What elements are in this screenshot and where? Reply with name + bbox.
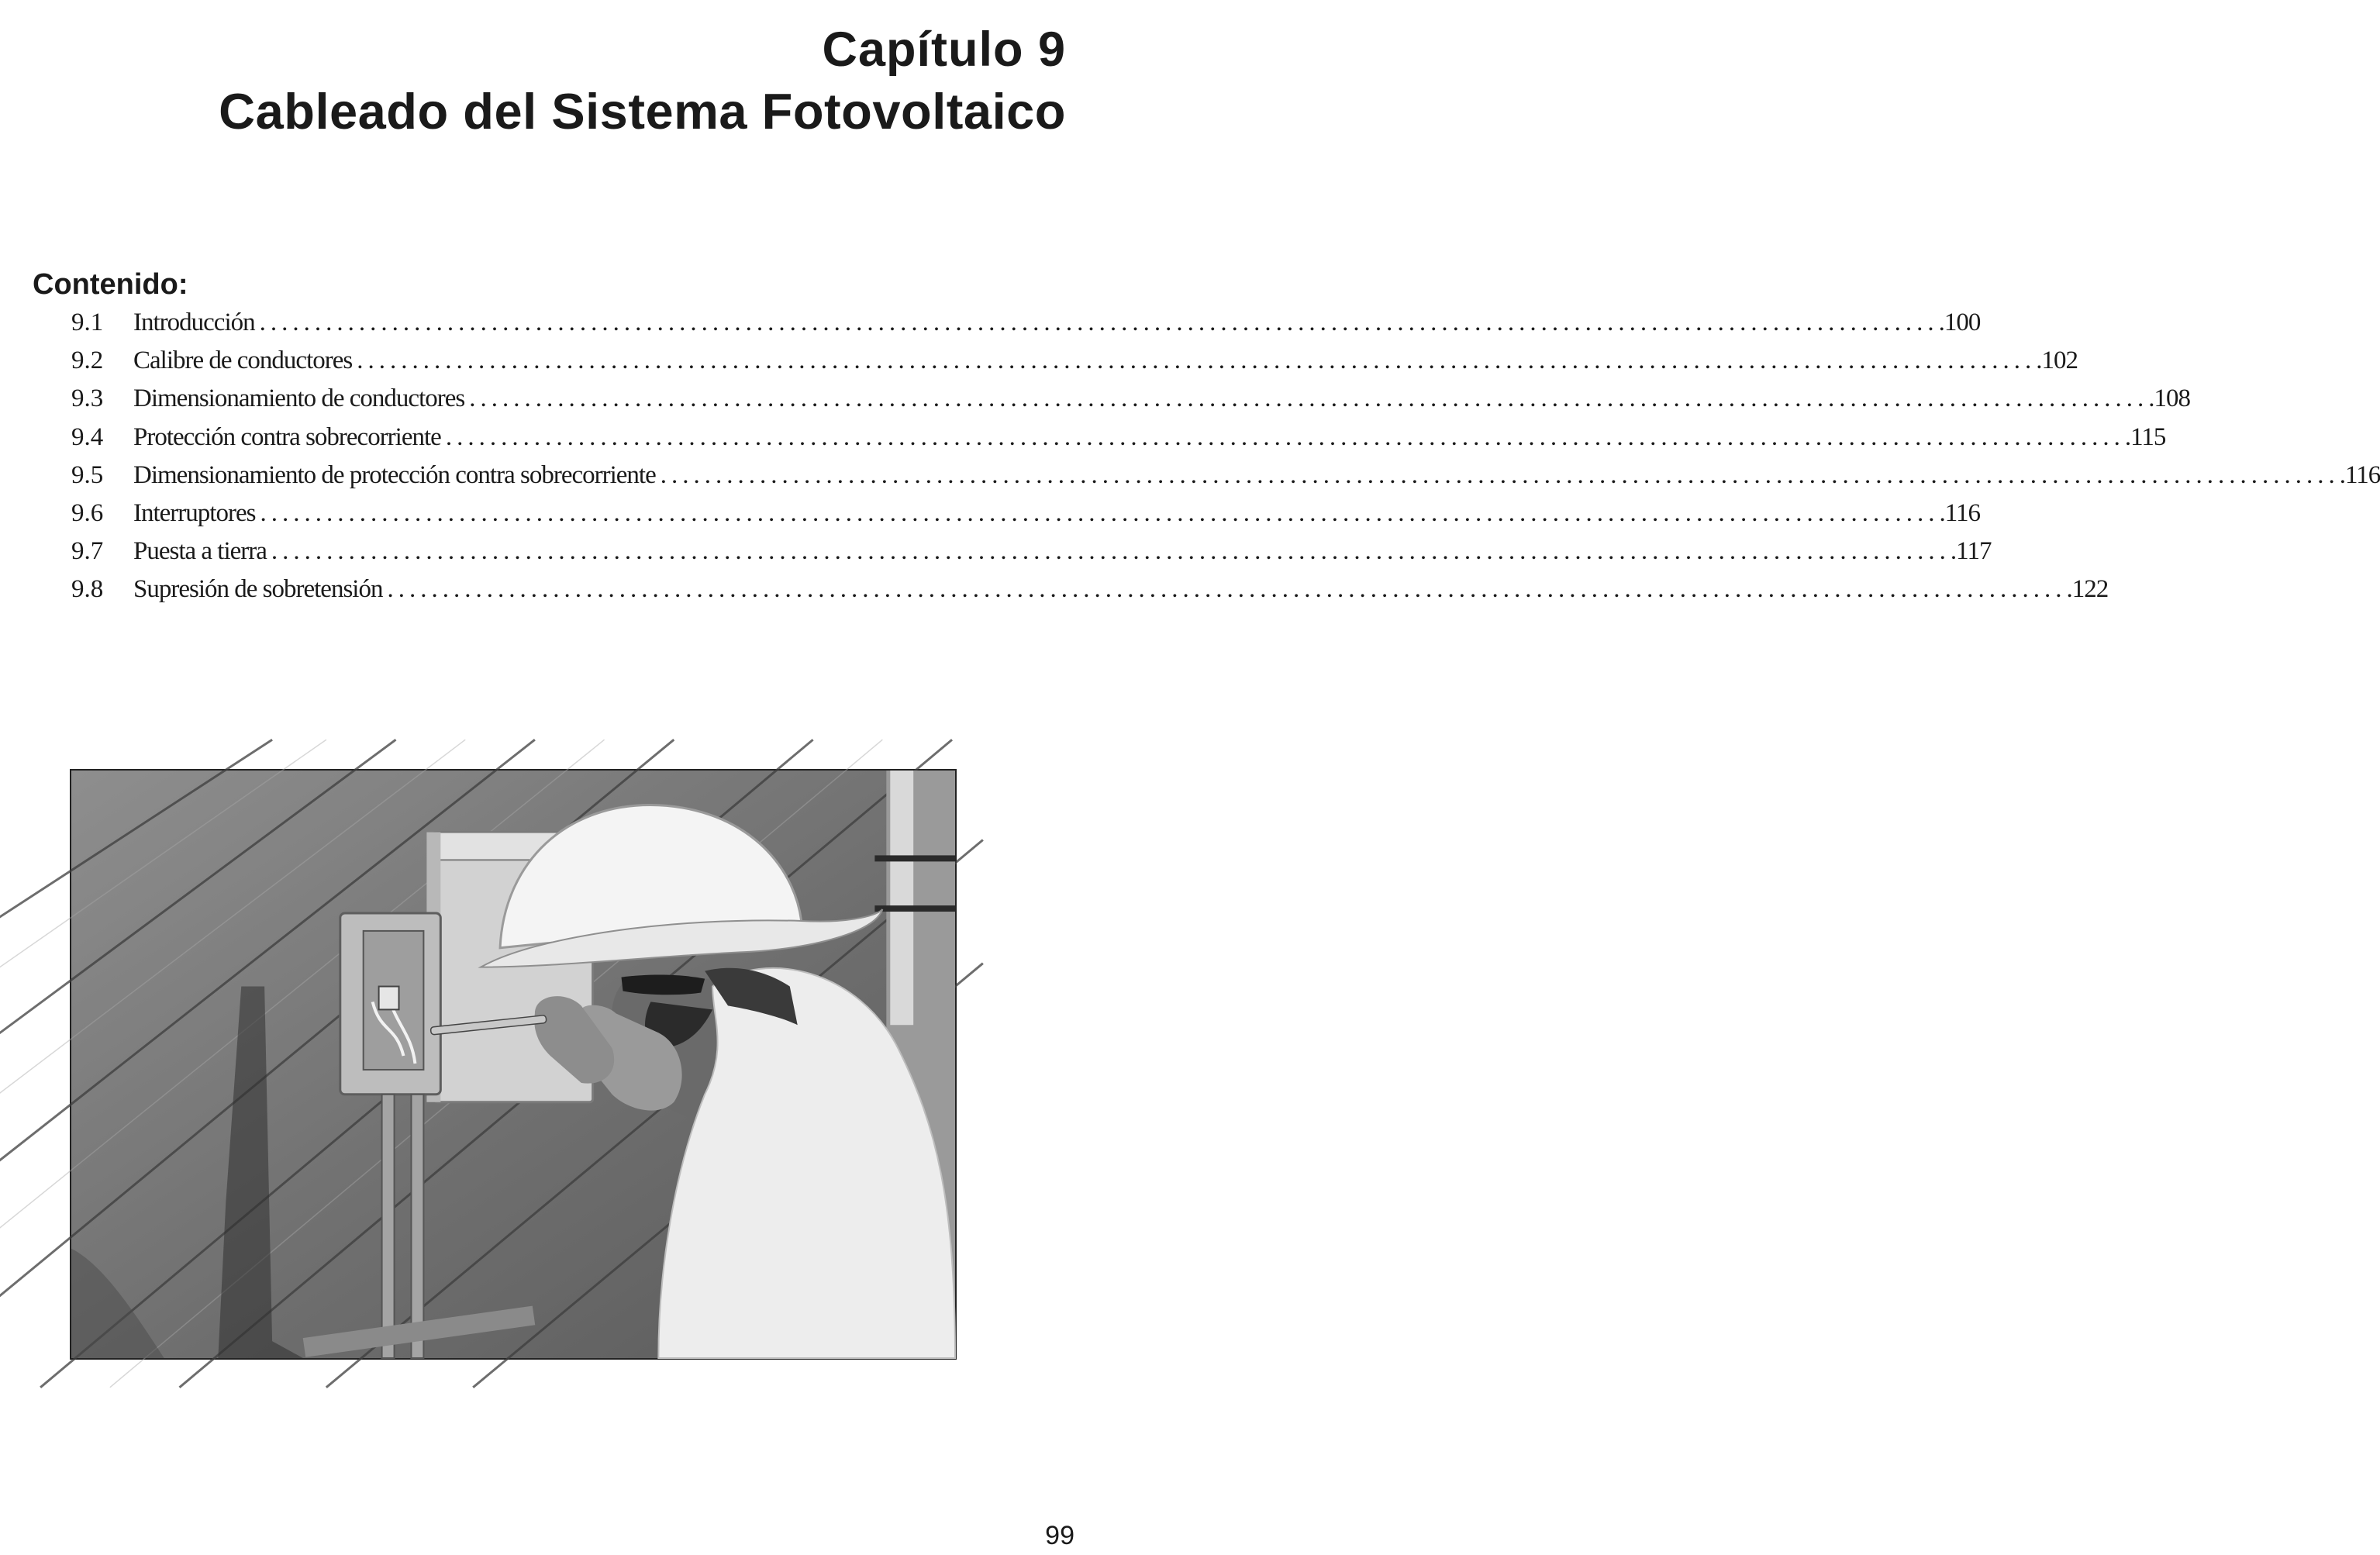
toc-entry[interactable] bbox=[71, 575, 2109, 613]
toc-entry-page: .122 bbox=[2066, 575, 2109, 604]
toc-entry[interactable] bbox=[71, 384, 2190, 422]
toc-entry-label: Interruptores bbox=[133, 498, 256, 527]
toc-leader-dots: ........................................................................................................................................................ bbox=[445, 422, 2125, 451]
toc-entry[interactable] bbox=[71, 347, 2078, 384]
toc-entry-page: .115 bbox=[2124, 422, 2166, 451]
toc-entry-page: .117 bbox=[1950, 537, 1992, 566]
toc-entry-number: 9.4 bbox=[71, 422, 104, 451]
toc-leader-dots: ........................................................................................................................................................ bbox=[387, 575, 2067, 604]
toc-entry-page: .116 bbox=[1939, 498, 1980, 527]
toc-entry-label: Dimensionamiento de protección contra sobrecorriente bbox=[133, 460, 656, 489]
toc-entry-number: 9.5 bbox=[71, 460, 104, 489]
toc-entry-label: Dimensionamiento de conductores bbox=[133, 384, 465, 413]
toc-entry-number: 9.1 bbox=[71, 309, 104, 336]
toc-heading: Contenido: bbox=[33, 268, 188, 301]
toc-entry-number: 9.2 bbox=[71, 347, 104, 375]
toc-entry-page: .102 bbox=[2036, 347, 2078, 375]
page-number: 99 bbox=[1045, 1521, 1074, 1550]
toc-entry[interactable] bbox=[71, 422, 2166, 461]
toc-leader-dots: ........................................................................................................................................................ bbox=[357, 347, 2037, 375]
toc-entry-number: 9.3 bbox=[71, 384, 104, 413]
toc-entry-number: 9.6 bbox=[71, 498, 104, 527]
toc-entry[interactable] bbox=[71, 460, 2380, 499]
toc-entry-label: Calibre de conductores bbox=[133, 347, 353, 375]
toc-leader-dots: ........................................................................................................................................................ bbox=[259, 309, 1939, 336]
toc-entry-page: .100 bbox=[1938, 309, 1981, 336]
toc-leader-dots: ........................................................................................................................................................ bbox=[260, 498, 1940, 527]
toc-entry-label: Puesta a tierra bbox=[133, 537, 267, 566]
toc-entry-number: 9.7 bbox=[71, 537, 104, 566]
toc-leader-dots: ........................................................................................................................................................ bbox=[271, 537, 1951, 566]
toc-leader-dots: ........................................................................................................................................................ bbox=[660, 460, 2340, 489]
chapter-number: Capítulo 9 bbox=[822, 22, 1066, 77]
chapter-header bbox=[219, 19, 1066, 143]
toc-entry-page: .116 bbox=[2339, 460, 2380, 489]
toc-leader-dots: ........................................................................................................................................................ bbox=[469, 384, 2149, 413]
toc-entry-label: Supresión de sobretensión bbox=[133, 575, 383, 604]
toc-entry-label: Protección contra sobrecorriente bbox=[133, 422, 441, 451]
toc-entry[interactable] bbox=[71, 309, 1981, 347]
toc-entry[interactable] bbox=[71, 537, 1992, 575]
toc-entry[interactable] bbox=[71, 498, 1980, 537]
chapter-title: Cableado del Sistema Fotovoltaico bbox=[219, 83, 1066, 140]
table-of-contents bbox=[71, 309, 2380, 614]
toc-entry-label: Introducción bbox=[133, 309, 255, 336]
toc-entry-number: 9.8 bbox=[71, 575, 104, 604]
worker-wiring-junction-box-illustration bbox=[71, 771, 955, 1358]
chapter-photo bbox=[70, 769, 957, 1360]
toc-entry-page: .108 bbox=[2148, 384, 2190, 413]
